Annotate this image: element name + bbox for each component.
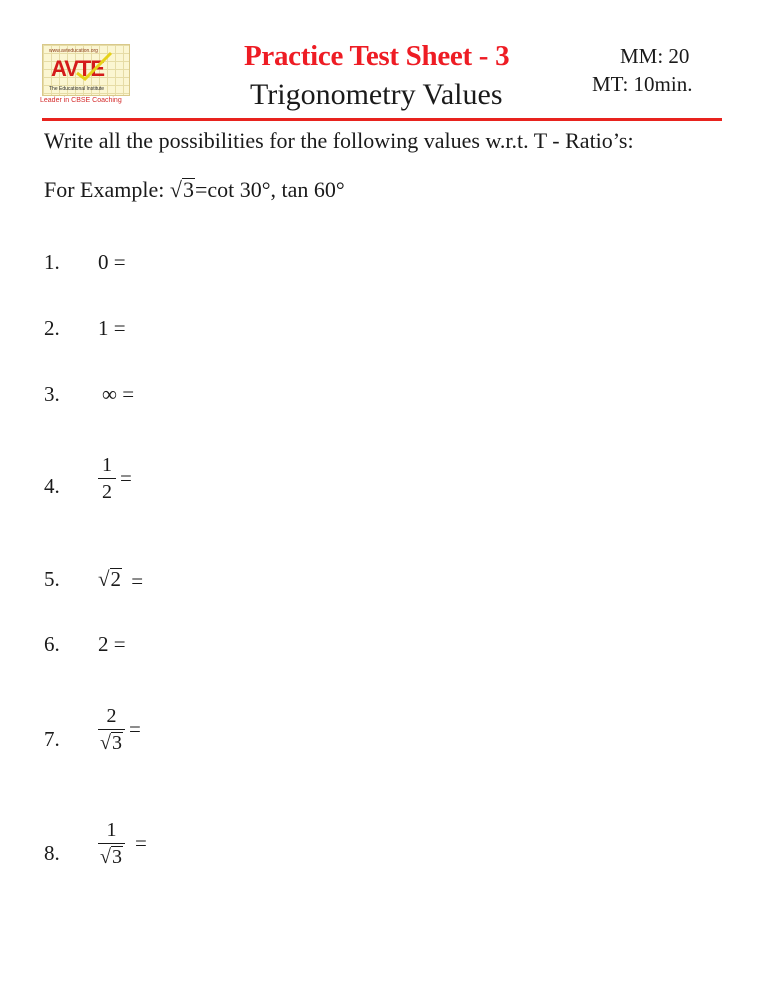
question-expression: 1 =	[98, 316, 126, 340]
fraction	[98, 705, 125, 754]
question-expression	[98, 567, 143, 594]
sqrt-expression: √3	[169, 177, 194, 202]
fraction-bar	[98, 843, 125, 844]
numerator: 1	[102, 454, 112, 476]
logo-tagline: Leader in CBSE Coaching	[40, 97, 122, 104]
radicand: 3	[111, 732, 122, 754]
fraction-bar	[98, 729, 125, 730]
radicand: 3	[111, 846, 122, 868]
numerator: 1	[106, 819, 117, 841]
equals-sign: =	[131, 568, 144, 593]
numerator: 2	[106, 705, 117, 727]
sqrt-denominator: √3	[100, 732, 122, 754]
sqrt-expression: √2	[98, 567, 122, 591]
question-expression	[98, 819, 147, 868]
logo-subtitle: The Educational Institute	[49, 86, 105, 92]
radicand: 2	[110, 567, 122, 591]
logo-mark: AVTE	[51, 56, 105, 81]
sheet-subtitle: Trigonometry Values	[250, 78, 503, 111]
fraction	[98, 819, 125, 868]
equals-sign: =	[128, 717, 141, 741]
question-number: 7.	[44, 727, 60, 751]
question-number: 1.	[44, 250, 60, 274]
question-expression	[98, 705, 141, 754]
fraction-bar	[98, 478, 116, 479]
question-number: 6.	[44, 632, 60, 656]
question-expression: 2 =	[98, 632, 126, 656]
example-label: For Example:	[44, 177, 165, 202]
instructions: Write all the possibilities for the following values w.r.t. T - Ratio’s:	[44, 128, 634, 153]
question-number: 2.	[44, 316, 60, 340]
example-rhs: =cot 30°, tan 60°	[194, 177, 345, 202]
denominator: 2	[102, 481, 112, 503]
question-expression: ∞ =	[102, 382, 135, 406]
example-line	[44, 177, 345, 203]
logo-url-text: www.avteducation.org	[49, 48, 98, 54]
equals-sign: =	[120, 466, 132, 490]
equals-sign: =	[134, 831, 147, 855]
check-mark-icon	[73, 51, 113, 81]
question-number: 4.	[44, 474, 60, 498]
header-divider	[42, 118, 722, 121]
sheet-title: Practice Test Sheet - 3	[244, 40, 510, 72]
question-expression: 0 =	[98, 250, 126, 274]
sqrt-denominator: √3	[100, 846, 122, 868]
institute-logo	[42, 44, 130, 96]
max-time: MT: 10min.	[592, 72, 693, 96]
question-number: 3.	[44, 382, 60, 406]
max-marks: MM: 20	[620, 44, 690, 68]
question-number: 8.	[44, 841, 60, 865]
question-expression	[98, 454, 132, 503]
radicand: 3	[182, 177, 194, 202]
fraction	[98, 454, 116, 503]
question-number: 5.	[44, 567, 60, 591]
